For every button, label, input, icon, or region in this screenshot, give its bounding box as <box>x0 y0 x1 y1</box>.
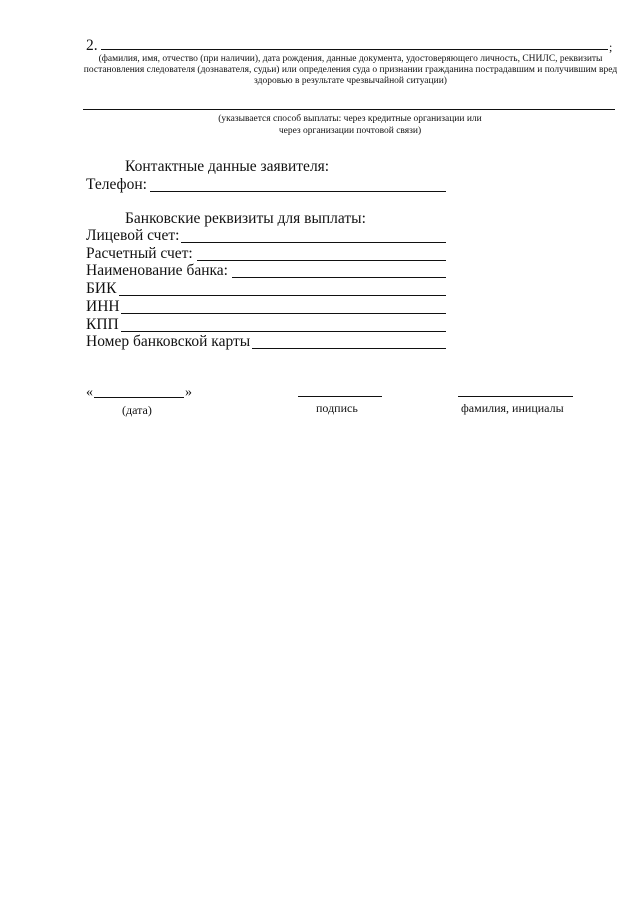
phone-label: Телефон: <box>86 176 147 193</box>
date-quote-close: » <box>185 385 192 400</box>
name-line[interactable] <box>458 396 573 397</box>
applicant-note: (фамилия, имя, отчество (при наличии), дата рождения, данные документа, удостоверяющего личность, СНИЛС, реквизиты постановления следователя (дознавателя, судьи) или определения суда о признании гражданина пострадавшим и получившим вред здоровью в результате чрезвычайной ситуации) <box>83 54 618 86</box>
payment-method-line <box>83 109 615 110</box>
field-row-bik <box>86 280 446 298</box>
field-row-bank-name <box>86 262 446 280</box>
phone-field[interactable] <box>150 191 446 192</box>
name-caption: фамилия, инициалы <box>461 401 564 415</box>
field-row-personal-account <box>86 227 446 245</box>
field-line-bank-name[interactable] <box>232 277 446 278</box>
phone-row <box>86 176 446 194</box>
field-line-kpp[interactable] <box>121 331 446 332</box>
signature-line[interactable] <box>298 396 382 397</box>
field-line-bik[interactable] <box>119 295 446 296</box>
field-line-card-number[interactable] <box>252 348 446 349</box>
date-line[interactable] <box>94 397 184 398</box>
bank-heading: Банковские реквизиты для выплаты: <box>125 210 366 227</box>
field-label: БИК <box>86 280 117 297</box>
field-label: КПП <box>86 316 119 333</box>
field-line-personal-account[interactable] <box>181 242 446 243</box>
payment-note-line2: через организации почтовой связи) <box>278 126 422 136</box>
field-label: Лицевой счет: <box>86 227 180 244</box>
field-label: Номер банковской карты <box>86 333 251 350</box>
date-caption: (дата) <box>122 403 152 417</box>
applicant-line <box>101 49 608 50</box>
field-line-settlement-account[interactable] <box>197 260 446 261</box>
field-line-inn[interactable] <box>121 313 446 314</box>
item-number: 2. <box>86 37 98 54</box>
field-label: Наименование банка: <box>86 262 228 279</box>
field-row-kpp <box>86 316 446 334</box>
date-quote-open: « <box>86 385 93 400</box>
contacts-heading: Контактные данные заявителя: <box>125 158 330 175</box>
signature-caption: подпись <box>316 401 358 415</box>
field-row-settlement-account <box>86 245 446 263</box>
payment-note-line1: (указывается способ выплаты: через кредитные организации или <box>218 114 482 124</box>
field-row-inn <box>86 298 446 316</box>
field-label: Расчетный счет: <box>86 245 193 262</box>
item-end-mark: ; <box>609 40 613 54</box>
field-row-card-number <box>86 333 446 351</box>
field-label: ИНН <box>86 298 120 315</box>
